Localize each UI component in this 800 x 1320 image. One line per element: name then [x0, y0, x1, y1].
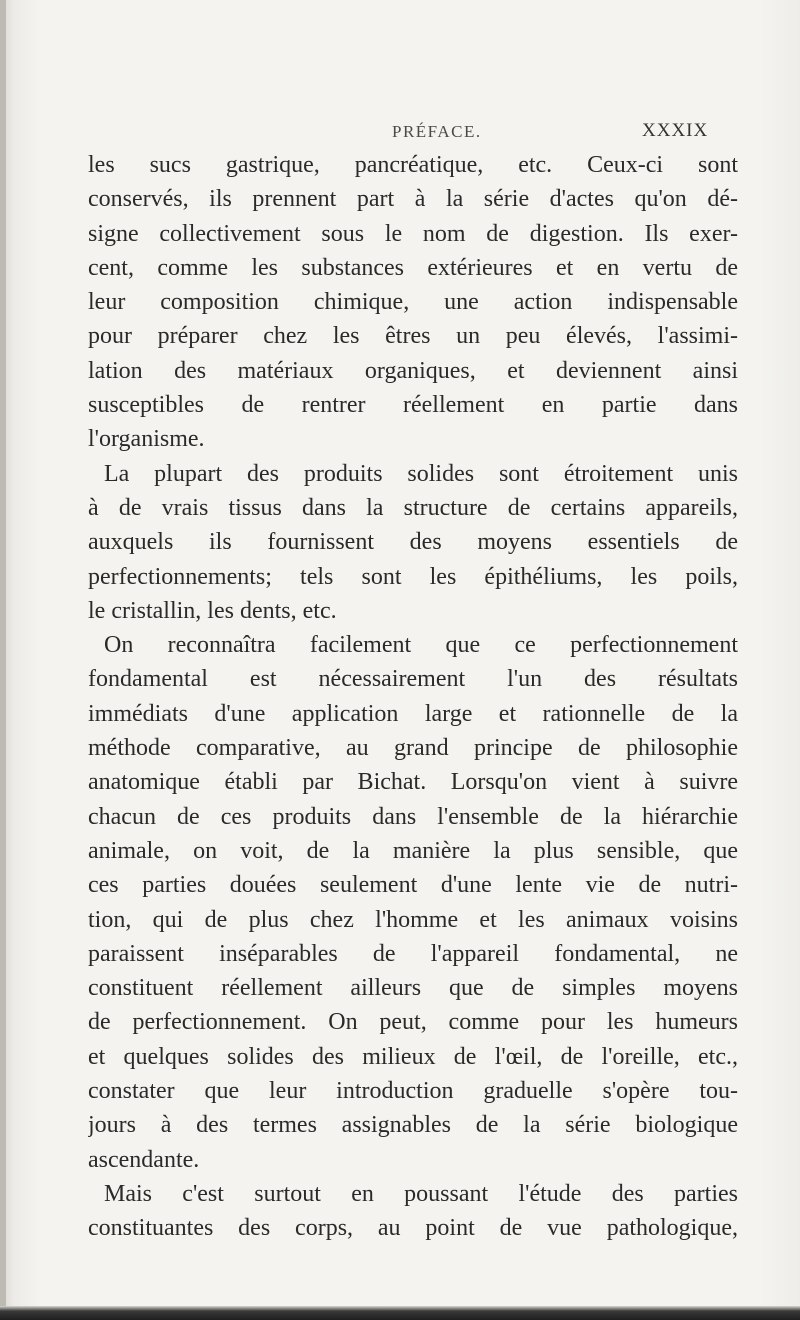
text-line: leur composition chimique, une action indispensable [88, 289, 738, 316]
text-line: chacun de ces produits dans l'ensemble de la hiérarchie [88, 803, 738, 830]
paragraph-start-line: La plupart des produits solides sont étroitement unis [104, 460, 738, 487]
text-line: ces parties douées seulement d'une lente vie de nutri- [88, 872, 738, 899]
page-bottom-edge [0, 1306, 800, 1320]
text-line: paraissent inséparables de l'appareil fondamental, ne [88, 940, 738, 967]
text-line: tion, qui de plus chez l'homme et les animaux voisins [88, 906, 738, 933]
running-head: PRÉFACE. [392, 122, 482, 141]
text-line: constituent réellement ailleurs que de simples moyens [88, 975, 738, 1002]
text-line: constater que leur introduction graduelle s'opère tou- [88, 1078, 738, 1105]
text-line: jours à des termes assignables de la série biologique [88, 1112, 738, 1139]
text-line: cent, comme les substances extérieures et en vertu de [88, 254, 738, 281]
paragraph-start-line: On reconnaîtra facilement que ce perfectionnement [104, 632, 738, 659]
text-line: méthode comparative, au grand principe de philosophie [88, 735, 738, 762]
text-line: auxquels ils fournissent des moyens essentiels de [88, 529, 738, 556]
page-number: XXXIX [642, 120, 709, 141]
page-gutter-edge [0, 0, 6, 1320]
paragraph-end-line: ascendante. [88, 1146, 200, 1173]
paragraph-end-line: l'organisme. [88, 426, 205, 453]
text-line: animale, on voit, de la manière la plus sensible, que [88, 837, 738, 864]
text-line: constituantes des corps, au point de vue pathologique, [88, 1215, 738, 1242]
text-line: de perfectionnement. On peut, comme pour les humeurs [88, 1009, 738, 1036]
text-line: immédiats d'une application large et rationnelle de la [88, 700, 738, 727]
text-line: lation des matériaux organiques, et deviennent ainsi [88, 357, 738, 384]
body-text [88, 148, 738, 1246]
text-line: susceptibles de rentrer réellement en partie dans [88, 392, 738, 419]
text-line: fondamental est nécessairement l'un des résultats [88, 666, 738, 693]
text-line: à de vrais tissus dans la structure de certains appareils, [88, 494, 738, 521]
text-line: conservés, ils prennent part à la série d'actes qu'on dé- [88, 186, 738, 213]
text-line: perfectionnements; tels sont les épithéliums, les poils, [88, 563, 738, 590]
text-line: les sucs gastrique, pancréatique, etc. Ceux-ci sont [88, 152, 738, 178]
text-line: anatomique établi par Bichat. Lorsqu'on vient à suivre [88, 769, 738, 796]
page-header [0, 120, 800, 150]
paragraph-end-line: le cristallin, les dents, etc. [88, 597, 337, 624]
text-line: et quelques solides des milieux de l'œil, de l'oreille, etc., [88, 1043, 738, 1070]
text-line: signe collectivement sous le nom de digestion. Ils exer- [88, 220, 738, 247]
text-line: pour préparer chez les êtres un peu élevés, l'assimi- [88, 323, 738, 350]
paragraph-start-line: Mais c'est surtout en poussant l'étude des parties [104, 1180, 738, 1207]
